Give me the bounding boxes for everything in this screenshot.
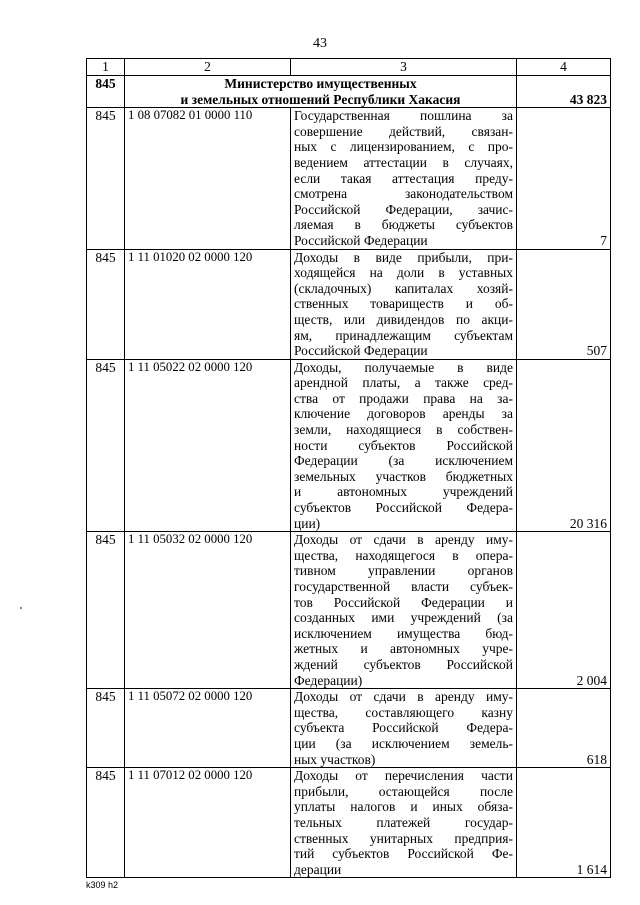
description-line: Доходы в виде прибыли, при- — [294, 249, 513, 265]
description-line: (складочных) капиталах хозяй- — [294, 280, 513, 296]
amount: 7 — [517, 108, 611, 249]
description-line: ных участков) — [294, 751, 376, 767]
description-line: Федерации (за исключением — [294, 453, 513, 469]
description-line: Российской Федерации — [294, 343, 428, 359]
description-line: ных с лицензированием, с про- — [294, 139, 513, 155]
description-line: ции) — [294, 515, 321, 531]
description-line: государственной власти субъек- — [294, 579, 513, 594]
description-line: Российской Федерации — [294, 232, 428, 248]
description-line: ляемая в бюджеты субъектов — [294, 217, 513, 233]
kbk-code: 1 08 07082 01 0000 110 — [125, 108, 291, 249]
admin-code: 845 — [87, 249, 125, 359]
ministry-name-line2: и земельных отношений Республики Хакасия — [180, 91, 461, 107]
kbk-code: 1 11 05022 02 0000 120 — [125, 359, 291, 532]
description-line: исключением имущества бюд- — [294, 625, 513, 641]
description-line: Доходы от сдачи в аренду иму- — [294, 532, 513, 548]
description-line: Федерации) — [294, 672, 363, 688]
ministry-name — [125, 76, 517, 108]
description-line: Доходы, получаемые в виде — [294, 359, 513, 375]
description-line: жетных и автономных учре- — [294, 641, 513, 657]
description-line: ществ, или дивидендов по акци- — [294, 311, 513, 327]
kbk-code: 1 11 07012 02 0000 120 — [125, 768, 291, 878]
income-description — [291, 108, 517, 249]
description-line: ключение договоров аренды за — [294, 406, 513, 422]
admin-code: 845 — [87, 359, 125, 532]
description-line: тельных платежей государ- — [294, 814, 513, 830]
amount: 20 316 — [517, 359, 611, 532]
description-line: ждений субъектов Российской — [294, 656, 513, 672]
description-line: субъектов Российской Федера- — [294, 500, 513, 516]
admin-code: 845 — [87, 768, 125, 878]
description-line: тивном управлении органов — [294, 563, 513, 579]
income-description — [291, 359, 517, 532]
description-line: земельных участков бюджетных — [294, 468, 513, 484]
description-line: тов Российской Федерации и — [294, 594, 513, 610]
description-line: ходящейся на доли в уставных — [294, 265, 513, 281]
description-line: ведением аттестации в случаях, — [294, 154, 513, 170]
table-row — [87, 359, 611, 532]
description-line: дерации — [294, 861, 342, 877]
description-line: совершение действий, связан- — [294, 123, 513, 139]
description-line: созданных ими учреждений (за — [294, 610, 513, 626]
description-line: щества, находящегося в опера- — [294, 547, 513, 563]
amount: 618 — [517, 689, 611, 768]
table-row — [87, 689, 611, 768]
description-line: тий субъектов Российской Фе- — [294, 846, 513, 862]
description-line: ности субъектов Российской — [294, 437, 513, 453]
ministry-code: 845 — [87, 76, 125, 108]
description-line: Доходы от сдачи в аренду иму- — [294, 689, 513, 705]
description-line: щества, составляющего казну — [294, 704, 513, 720]
description-line: ственных товариществ и об- — [294, 296, 513, 312]
kbk-code: 1 11 05072 02 0000 120 — [125, 689, 291, 768]
description-line: Государственная пошлина за — [294, 108, 513, 124]
description-line: арендной платы, а также сред- — [294, 375, 513, 391]
header-row — [87, 59, 611, 76]
description-line: смотрена законодательством — [294, 186, 513, 202]
budget-table — [86, 58, 611, 878]
description-line: прибыли, остающейся после — [294, 783, 513, 799]
amount: 1 614 — [517, 768, 611, 878]
margin-mark — [20, 607, 22, 609]
ministry-row — [87, 76, 611, 108]
admin-code: 845 — [87, 108, 125, 249]
ministry-total: 43 823 — [517, 76, 611, 108]
footer-code: k309 h2 — [86, 880, 119, 890]
description-line: если такая аттестация преду- — [294, 170, 513, 186]
description-line: Российской Федерации, зачис- — [294, 201, 513, 217]
kbk-code: 1 11 05032 02 0000 120 — [125, 532, 291, 689]
column-header-4: 4 — [517, 59, 611, 76]
description-line: ства от продажи права на за- — [294, 390, 513, 406]
description-line: ственных унитарных предприя- — [294, 830, 513, 846]
income-description — [291, 689, 517, 768]
admin-code: 845 — [87, 532, 125, 689]
description-line: Доходы от перечисления части — [294, 768, 513, 784]
table-row — [87, 249, 611, 359]
description-line: субъекта Российской Федера- — [294, 720, 513, 736]
amount: 2 004 — [517, 532, 611, 689]
page-number: 43 — [313, 36, 327, 51]
description-line: и автономных учреждений — [294, 484, 513, 500]
column-header-2: 2 — [125, 59, 291, 76]
admin-code: 845 — [87, 689, 125, 768]
income-description — [291, 532, 517, 689]
income-description — [291, 249, 517, 359]
description-line: ции (за исключением земель- — [294, 735, 513, 751]
description-line: ям, принадлежащим субъектам — [294, 327, 513, 343]
table-row — [87, 532, 611, 689]
column-header-1: 1 — [87, 59, 125, 76]
table-row — [87, 108, 611, 249]
income-description — [291, 768, 517, 878]
kbk-code: 1 11 01020 02 0000 120 — [125, 249, 291, 359]
column-header-3: 3 — [291, 59, 517, 76]
description-line: уплаты налогов и иных обяза- — [294, 799, 513, 815]
ministry-name-line1: Министерство имущественных — [224, 76, 417, 91]
table-row — [87, 768, 611, 878]
description-line: земли, находящиеся в собствен- — [294, 422, 513, 438]
amount: 507 — [517, 249, 611, 359]
